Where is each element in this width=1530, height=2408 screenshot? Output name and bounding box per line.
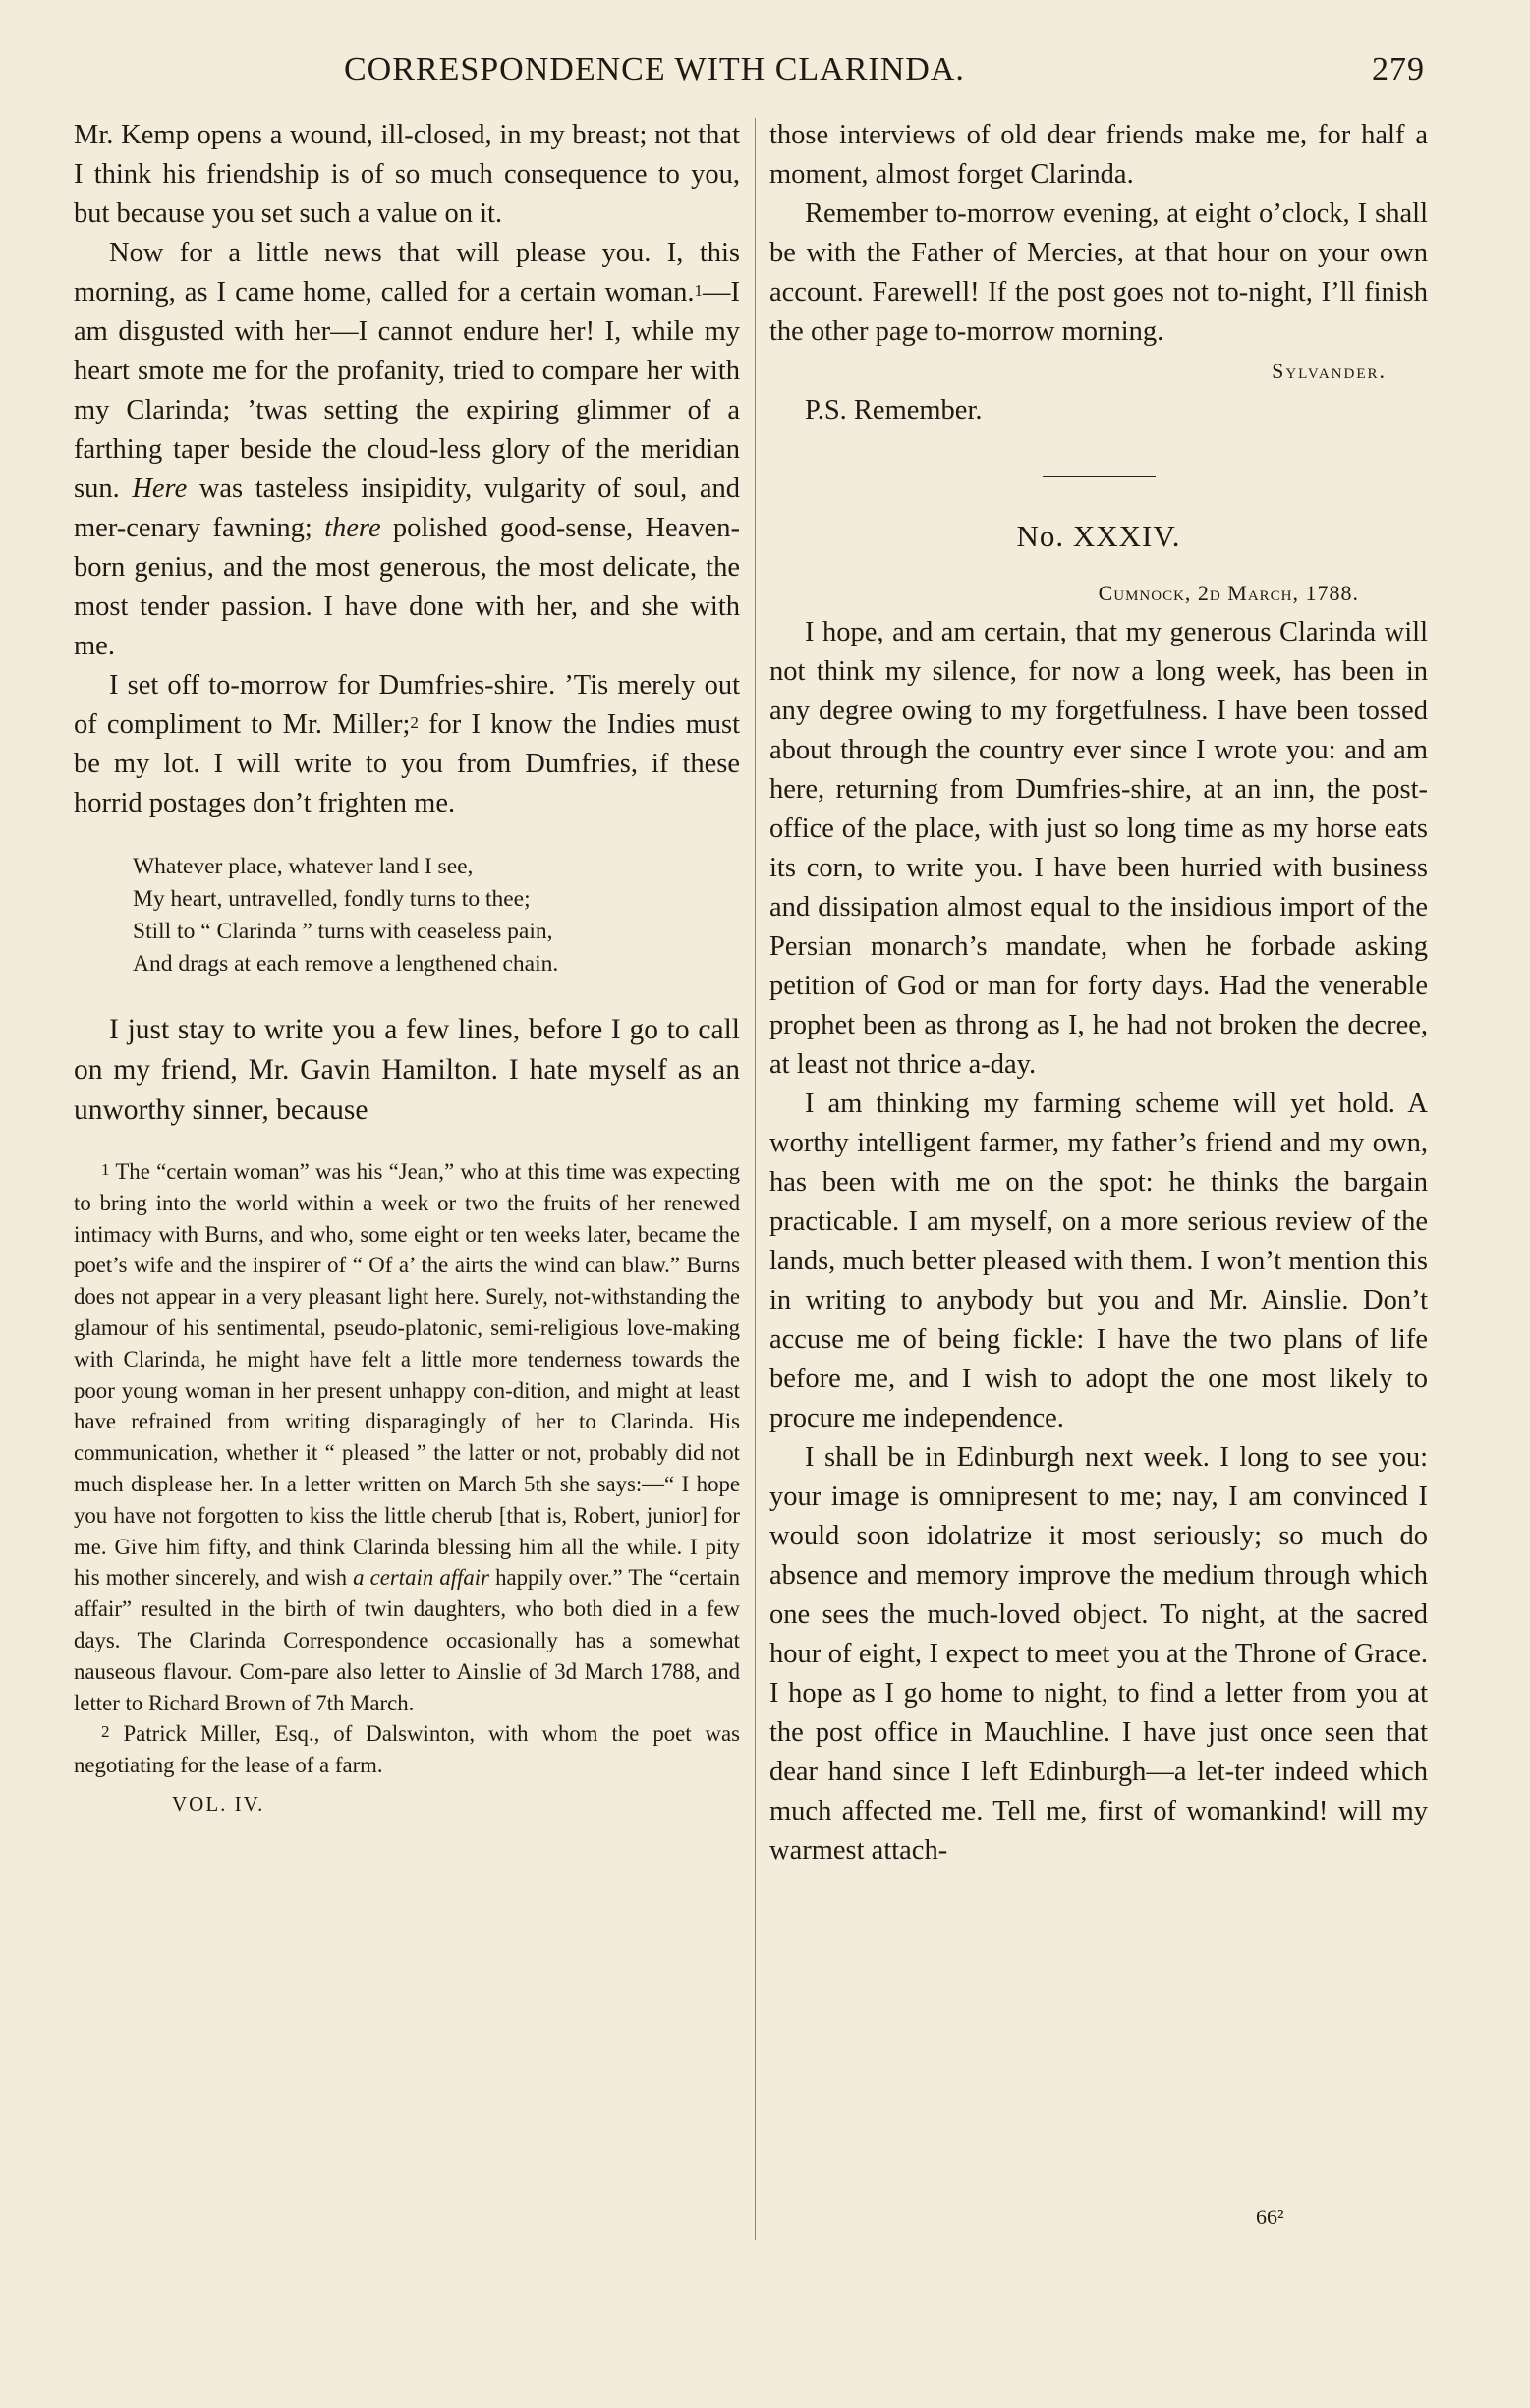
paragraph: Now for a little news that will please you. I, this morning, as I came home, called for a certain woman.$^1$—I am disgusted with her—I cannot endure her! I, while my heart smote me for the profanity, tried to compare her with my Clarinda; ’twas setting the expiring glimmer of a farthing taper beside the cloud-less glory of the meridian sun. Here was tasteless insipidity, vulgarity of soul, and mer-cenary fawning; there polished good-sense, Heaven-born genius, and the most generous, the most delicate, the most tender passion. I have done with her, and she with me. xyxy=(74,238,740,661)
letter-number: No. XXXIV. xyxy=(1016,519,1181,553)
paragraph: I shall be in Edinburgh next week. I long to see you: your image is omnipresent to me; nay, I am convinced I would soon idolatrize it most seriously; so much do absence and memory improve the medium through which one sees the much-loved object. To night, at the sacred hour of eight, I expect to meet you at the Throne of Grace. I hope as I go home to night, to find a letter from you at the post office in Mauchline. I have just once seen that dear hand since I left Edinburgh—a let-ter indeed which much affected me. Tell me, first of womankind! will my warmest attach- xyxy=(769,1442,1428,1866)
left-column xyxy=(74,116,740,1820)
footnotes xyxy=(74,1156,740,1820)
paragraph: those interviews of old dear friends make me, for half a moment, almost forget Clarinda. xyxy=(769,120,1428,190)
postscript: P.S. Remember. xyxy=(805,395,983,425)
footnote-ref: 1 xyxy=(694,281,703,300)
verse-quote xyxy=(133,851,740,980)
volume-mark: VOL. IV. xyxy=(172,1791,265,1816)
signature-mark: 66² xyxy=(1256,2205,1284,2229)
page-number: 279 xyxy=(1372,51,1425,87)
right-column xyxy=(769,116,1428,1871)
column-divider xyxy=(755,118,756,2240)
footnote-ref: 2 xyxy=(410,713,419,732)
footnote: $^1$ The “certain woman” was his “Jean,” who at this time was expecting to bring into the world within a week or two the fruits of her renewed intimacy with Burns, and who, some eight or ten weeks later, became the poet’s wife and the inspirer of “ Of a’ the airts the wind can blaw.” Burns does not appear in a very pleasant light here. Surely, not-withstanding the glamour of his sentimental, pseudo-platonic, semi-religious love-making with Clarinda, he might have felt a little more tenderness towards the poor young woman in her present unhappy con-dition, and might at least have refrained from writing disparagingly of her to Clarinda. His communication, whether it “ pleased ” the latter or not, probably did not much displease her. In a letter written on March 5th she says:—“ I hope you have not forgotten to kiss the little cherub [that is, Robert, junior] for me. Give him fifty, and think Clarinda blessing him all the while. I pity his mother sincerely, and wish a certain affair happily over.” The “certain affair” resulted in the birth of twin daughters, who both died in a few days. The Clarinda Correspondence occasionally has a somewhat nauseous flavour. Com-pare also letter to Ainslie of 3d March 1788, and letter to Richard Brown of 7th March. xyxy=(74,1159,741,1715)
signature: Sylvander. xyxy=(1272,359,1387,383)
running-header xyxy=(344,51,1425,98)
paragraph: I hope, and am certain, that my generous Clarinda will not think my silence, for now a long week, has been in any degree owing to my forgetfulness. I have been tossed about through the country ever since I wrote you: and am here, returning from Dumfries-shire, at an inn, the post-office of the place, with just so long time as my horse eats its corn, to write you. I have been hurried with business and dissipation almost equal to the insidious import of the Persian monarch’s mandate, when he forbade asking petition of God or man for forty days. Had the venerable prophet been as throng as I, he had not broken the decree, at least not thrice a-day. xyxy=(769,617,1428,1080)
paragraph: Mr. Kemp opens a wound, ill-closed, in my breast; not that I think his friendship is of so much consequence to you, but because you set such a value on it. xyxy=(74,120,740,229)
running-title: CORRESPONDENCE WITH CLARINDA. xyxy=(344,51,965,87)
paragraph: I set off to-morrow for Dumfries-shire. ’Tis merely out of compliment to Mr. Miller;$^2$ for I know the Indies must be my lot. I will write to you from Dumfries, if these horrid postages don’t frighten me. xyxy=(74,670,740,818)
section-rule xyxy=(1043,476,1156,477)
paragraph: I just stay to write you a few lines, before I go to call on my friend, Mr. Gavin Hamilton. I hate myself as an unworthy sinner, because xyxy=(74,1014,740,1126)
verse-line: Whatever place, whatever land I see, xyxy=(133,854,474,879)
verse-line: Still to “ Clarinda ” turns with ceaseless pain, xyxy=(133,919,553,944)
verse-line: My heart, untravelled, fondly turns to thee; xyxy=(133,886,531,912)
footnote: $^2$ Patrick Miller, Esq., of Dalswinton, with whom the poet was negotiating for the lease of a farm. xyxy=(74,1721,740,1778)
dateline: Cumnock, 2d March, 1788. xyxy=(1098,581,1359,605)
paragraph: Remember to-morrow evening, at eight o’clock, I shall be with the Father of Mercies, at that hour on your own account. Farewell! If the post goes not to-night, I’ll finish the other page to-morrow morning. xyxy=(769,198,1428,347)
paragraph: I am thinking my farming scheme will yet hold. A worthy intelligent farmer, my father’s friend and my own, has been with me on the spot: he thinks the bargain practicable. I am myself, on a more serious review of the lands, much better pleased with them. I won’t mention this in writing to anybody but you and Mr. Ainslie. Don’t accuse me of being fickle: I have the two plans of life before me, and I wish to adopt the one most likely to procure me independence. xyxy=(769,1089,1428,1433)
verse-line: And drags at each remove a lengthened chain. xyxy=(133,951,559,977)
